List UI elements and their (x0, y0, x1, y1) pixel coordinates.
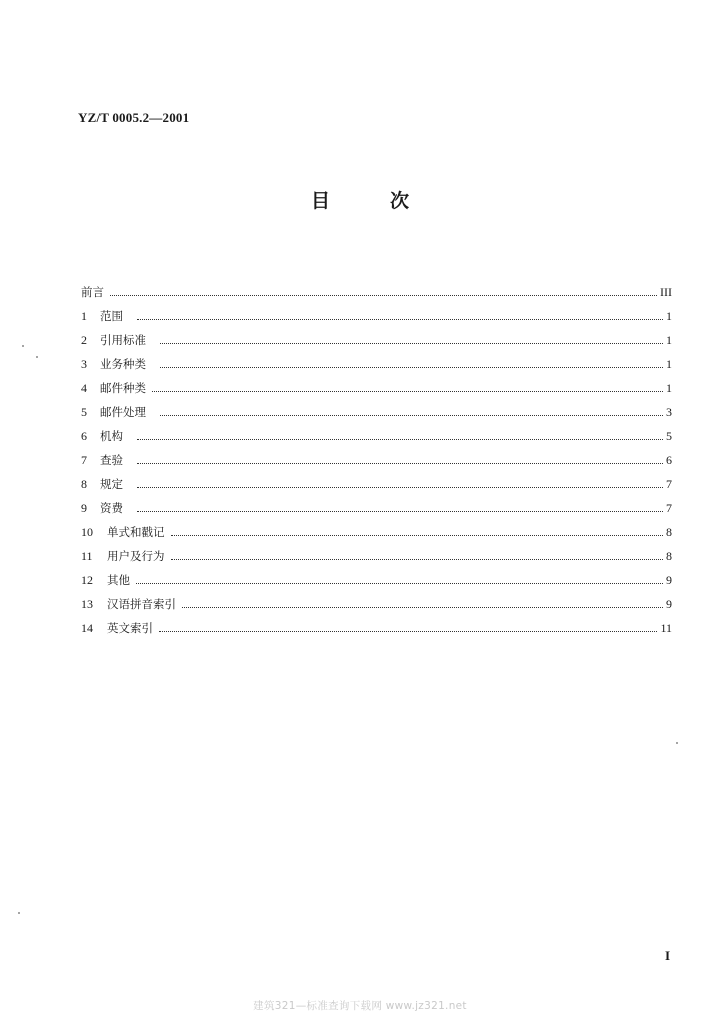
toc-leader-dots (110, 294, 657, 296)
toc-entry-page: 1 (666, 308, 672, 323)
toc-leader-dots (159, 630, 657, 632)
toc-leader-dots (160, 366, 663, 368)
toc-entry-number: 4 (81, 380, 87, 395)
toc-entry-14[interactable] (81, 616, 672, 640)
toc-entry-page: 11 (660, 620, 672, 635)
toc-leader-dots (136, 582, 663, 584)
toc-entry-page: 6 (666, 452, 672, 467)
toc-entry-number: 13 (81, 596, 93, 611)
scan-speck (676, 742, 678, 744)
toc-entry-9[interactable] (81, 496, 672, 520)
toc-entry-title: 其他 (107, 573, 130, 587)
toc-leader-dots (137, 510, 663, 512)
toc-entry-number: 7 (81, 452, 87, 467)
scan-speck (18, 912, 20, 914)
toc-entry-page: 1 (666, 380, 672, 395)
page-title-char-1: 目 (310, 190, 330, 212)
toc-entry-10[interactable] (81, 520, 672, 544)
toc-entry-title: 业务种类 (100, 357, 146, 371)
toc-entry-7[interactable] (81, 448, 672, 472)
toc-entry-title: 单式和戳记 (107, 525, 165, 539)
toc-leader-dots (137, 318, 663, 320)
toc-leader-dots (137, 438, 663, 440)
page-title-char-2: 次 (390, 190, 410, 212)
scan-speck (22, 345, 24, 347)
toc-entry-number: 11 (81, 548, 93, 563)
toc-entry-number: 8 (81, 476, 87, 491)
toc-entry-page: 1 (666, 356, 672, 371)
toc-entry-page: 1 (666, 332, 672, 347)
toc-entry-page: 5 (666, 428, 672, 443)
toc-entry-page: 8 (666, 548, 672, 563)
toc-entry-page: 9 (666, 572, 672, 587)
toc-entry-13[interactable] (81, 592, 672, 616)
toc-entry-5[interactable] (81, 400, 672, 424)
toc-leader-dots (137, 462, 663, 464)
toc-entry-number: 14 (81, 620, 93, 635)
page-title (0, 186, 720, 213)
table-of-contents (81, 280, 672, 640)
toc-leader-dots (152, 390, 663, 392)
page-folio: I (664, 948, 670, 963)
toc-entry-title: 规定 (100, 477, 123, 491)
toc-entry-page: 9 (666, 596, 672, 611)
toc-entry-page: 7 (666, 500, 672, 515)
toc-entry-page: 7 (666, 476, 672, 491)
toc-entry-title: 资费 (100, 501, 123, 515)
toc-leader-dots (160, 342, 663, 344)
toc-entry-page: III (660, 284, 672, 299)
toc-entry-number: 9 (81, 500, 87, 515)
toc-entry-6[interactable] (81, 424, 672, 448)
toc-entry-number: 3 (81, 356, 87, 371)
toc-entry-title: 英文索引 (107, 621, 153, 635)
toc-entry-2[interactable] (81, 328, 672, 352)
toc-entry-title: 前言 (81, 285, 104, 299)
toc-leader-dots (171, 534, 664, 536)
standard-code: YZ/T 0005.2—2001 (78, 110, 190, 125)
toc-leader-dots (171, 558, 664, 560)
watermark-text: 建筑321—标准查询下载网 www.jz321.net (253, 1000, 467, 1012)
toc-entry-title: 范围 (100, 309, 123, 323)
toc-entry-number: 6 (81, 428, 87, 443)
toc-entry-title: 机构 (100, 429, 123, 443)
toc-entry-11[interactable] (81, 544, 672, 568)
toc-entry-page: 8 (666, 524, 672, 539)
toc-entry-8[interactable] (81, 472, 672, 496)
toc-entry-page: 3 (666, 404, 672, 419)
toc-entry-title: 邮件处理 (100, 405, 146, 419)
toc-entry-number: 10 (81, 524, 93, 539)
toc-entry-number: 5 (81, 404, 87, 419)
toc-entry-1[interactable] (81, 304, 672, 328)
toc-entry-title: 查验 (100, 453, 123, 467)
toc-entry-number: 1 (81, 308, 87, 323)
toc-entry-number: 2 (81, 332, 87, 347)
toc-entry-title: 引用标准 (100, 333, 146, 347)
toc-entry-title: 邮件种类 (100, 381, 146, 395)
toc-entry-title: 汉语拼音索引 (107, 597, 176, 611)
toc-entry-12[interactable] (81, 568, 672, 592)
toc-leader-dots (182, 606, 663, 608)
toc-entry-number: 12 (81, 572, 93, 587)
toc-entry-foreword[interactable] (81, 280, 672, 304)
toc-entry-title: 用户及行为 (107, 549, 165, 563)
toc-entry-3[interactable] (81, 352, 672, 376)
scan-speck (36, 356, 38, 358)
toc-leader-dots (137, 486, 663, 488)
toc-leader-dots (160, 414, 663, 416)
toc-entry-4[interactable] (81, 376, 672, 400)
